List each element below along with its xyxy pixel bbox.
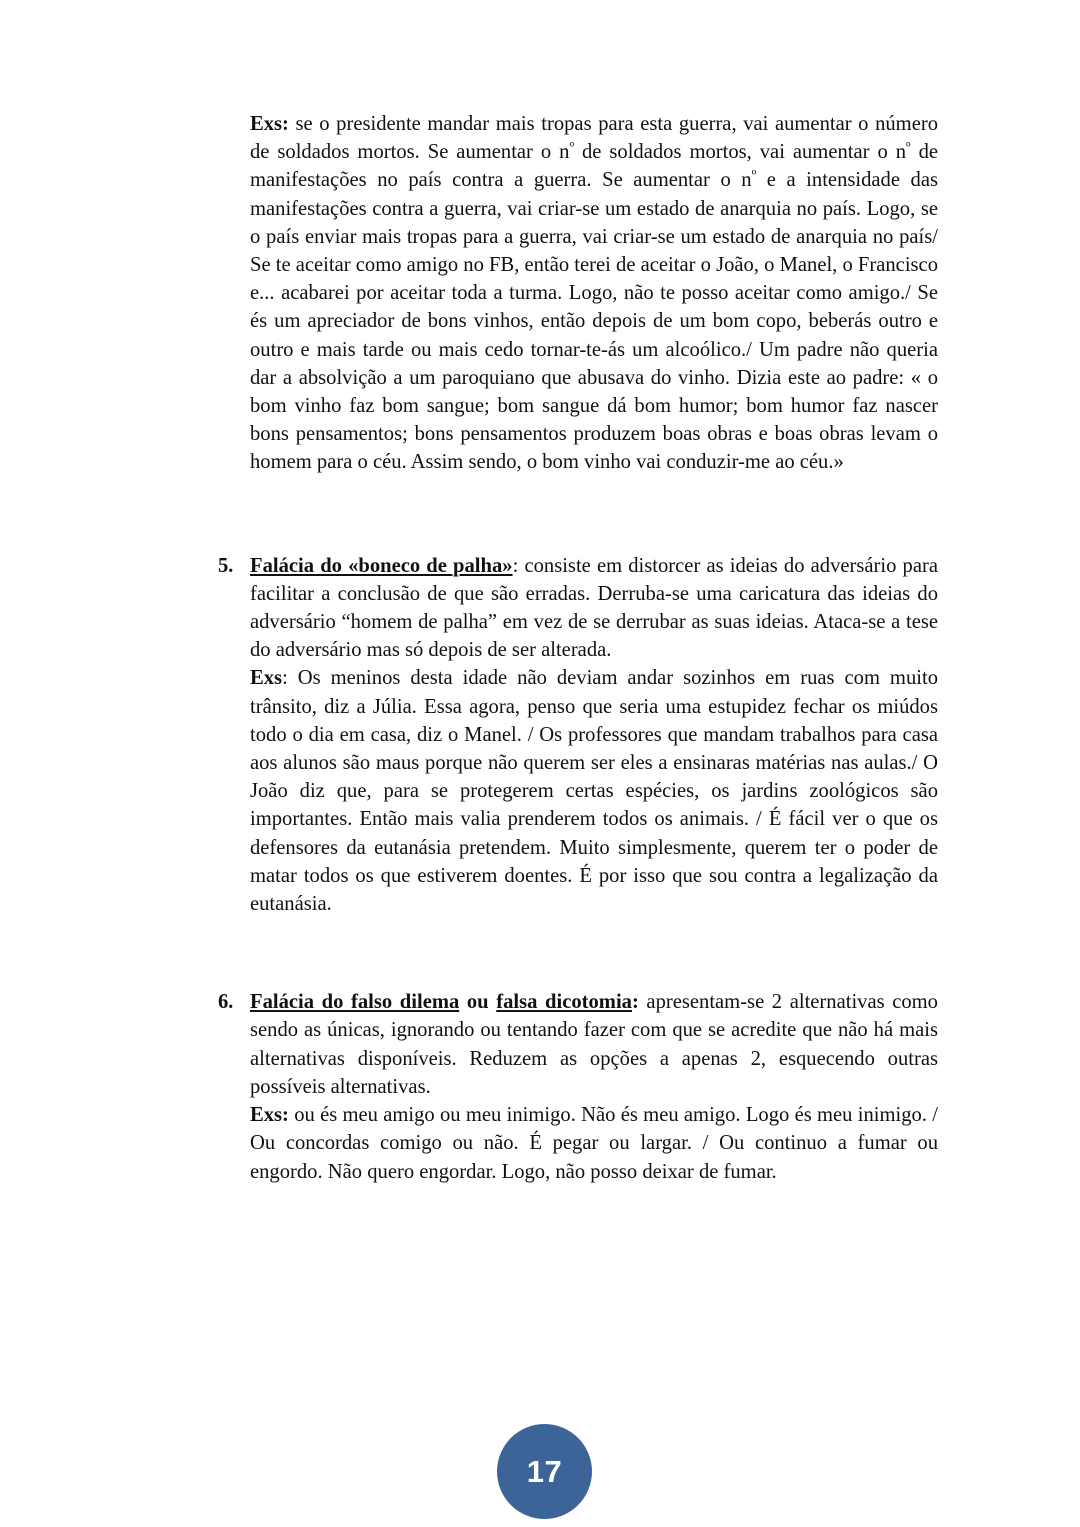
intro-example-label: Exs: bbox=[250, 113, 289, 135]
list-item-6 bbox=[218, 988, 938, 1185]
fallacy-term-colon-5: : bbox=[512, 554, 519, 577]
ordinal-indicator-icon-3: º bbox=[751, 168, 757, 185]
page-number-badge bbox=[497, 1424, 592, 1519]
fallacy-term-alt-6: falsa dicotomia bbox=[496, 991, 632, 1014]
fallacy-term-6: Falácia do falso dilema bbox=[250, 991, 460, 1014]
list-item-body-6 bbox=[250, 988, 938, 1185]
list-item-number-5: 5. bbox=[218, 554, 234, 577]
fallacy-definition-5: consiste em distorcer as ideias do adversário para facilitar a conclusão de que são erradas. Derruba-se uma caricatura das ideias do adversário “homem de palha” em vez de se derrubar as suas ideias. Ataca-se a tese do adversário mas só depois de ser alterada. bbox=[250, 554, 938, 662]
intro-example-text-4: e a intensidade das manifestações contra a guerra, vai criar-se um estado de anarquia no país. Logo, se o país enviar mais tropas para a guerra, vai criar-se um estado de anarquia no país/ Se te aceitar como amigo no FB, então terei de aceitar o João, o Manel, o Francisco e... acabarei por aceitar toda a turma. Logo, não te posso aceitar como amigo./ Se és um apreciador de bons vinhos, então depois de um bom copo, beberás outro e outro e mais tarde ou mais cedo tornar-te-ás um alcoólico./ Um padre não queria dar a absolvição a um paroquiano que abusava do vinho. Dizia este ao padre: « o bom vinho faz bom sangue; bom sangue dá bom humor; bom humor faz nascer bons pensamentos; bons pensamentos produzem boas obras e boas obras levam o homem para o céu. Assim sendo, o bom vinho vai conduzir-me ao céu.» bbox=[250, 169, 938, 474]
fallacy-definition-6: apresentam-se 2 alternativas como sendo as únicas, ignorando ou tentando fazer com que se acredite que não há mais alternativas disponíveis. Reduzem as opções a apenas 2, esquecendo outras possíveis alternativas. bbox=[250, 991, 938, 1098]
section-spacer-1 bbox=[218, 477, 938, 552]
fallacy-term-colon-6: : bbox=[631, 991, 639, 1014]
intro-example-text-2: de soldados mortos, vai aumentar o n bbox=[574, 141, 906, 164]
examples-label-colon-5: : bbox=[282, 667, 288, 690]
examples-label-6: Exs: bbox=[250, 1104, 289, 1127]
ordinal-indicator-icon-1: º bbox=[569, 139, 575, 156]
page-content bbox=[218, 110, 938, 1186]
intro-example-text-3: de manifestações no país contra a guerra. Se aumentar o n bbox=[250, 141, 939, 192]
list-item-number-6: 6. bbox=[218, 991, 234, 1014]
fallacy-term-conjunction-6: ou bbox=[459, 991, 497, 1014]
section-spacer-2 bbox=[218, 918, 938, 988]
page-number-label: 17 bbox=[526, 1454, 563, 1489]
fallacy-term-5: Falácia do «boneco de palha» bbox=[250, 554, 513, 577]
list-item-body-5 bbox=[250, 552, 938, 919]
examples-text-6: ou és meu amigo ou meu inimigo. Não és meu amigo. Logo és meu inimigo. / Ou concordas comigo ou não. É pegar ou largar. / Ou continuo a fumar ou engordo. Não quero engordar. Logo, não posso deixar de fumar. bbox=[250, 1104, 938, 1183]
intro-example-text-1: se o presidente mandar mais tropas para esta guerra, vai aumentar o número de soldados mortos. Se aumentar o n bbox=[250, 113, 938, 164]
intro-example-paragraph bbox=[250, 110, 938, 477]
examples-text-5: Os meninos desta idade não deviam andar sozinhos em ruas com muito trânsito, diz a Júlia. Essa agora, penso que seria uma estupidez fechar os miúdos todo o dia em casa, diz o Manel. / Os professores que mandam trabalhos para casa aos alunos são maus porque não querem ser eles a ensinaras matérias nas aulas./ O João diz que, para se protegerem certas espécies, os jardins zoológicos são importantes. Então mais valia prenderem todos os animais. / É fácil ver o que os defensores da eutanásia pretendem. Muito simplesmente, querem ter o poder de matar todos os que estiverem doentes. É por isso que sou contra a legalização da eutanásia. bbox=[250, 667, 938, 916]
ordinal-indicator-icon-2: º bbox=[906, 139, 911, 156]
list-item-5 bbox=[218, 552, 938, 919]
examples-label-5: Exs bbox=[250, 667, 283, 690]
